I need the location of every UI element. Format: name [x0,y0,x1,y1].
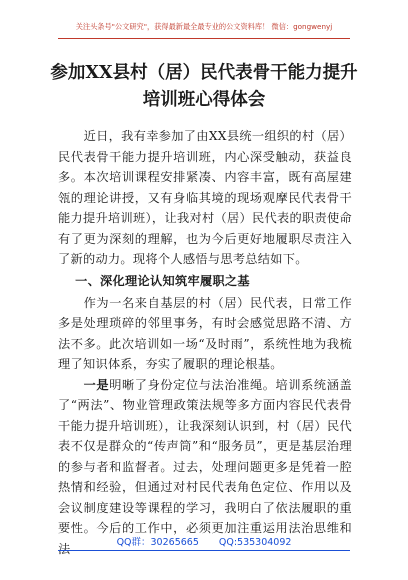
paragraph-3-text: 明晰了身份定位与法治准绳。培训系统涵盖了“两法”、物业管理政策法规等多方面内容民代表骨干能力提升培训班），让我深刻认识到，村（居）民代表不仅是群众的“传声筒”和“服务员”，更是基层治理的参与者和监督者。过去，处理问题更多是凭着一腔热情和经验，但通过对村民代表角色定位、作用以及会议制度建设等课程的学习，我明白了依法履职的重要性。今后的工作中，必须更加注重运用法治思维和法 [58,377,352,556]
paragraph-3-lead: 一是 [83,377,110,392]
header-divider [58,38,350,39]
intro-paragraph: 近日，我有幸参加了由XX县统一组织的村（居）民代表骨干能力提升培训班，内心深受触动，获益良多。本次培训课程安排紧凑、内容丰富，既有高屋建瓴的理论讲授，又有身临其境的现场观摩民代表骨干能力提升培训班），让我对村（居）民代表的职责使命有了更为深刻的理解，也为今后更好地履职尽责注入了新的动力。现将个人感悟与思考总结如下。 [58,129,352,266]
document-title [0,60,408,114]
page-header-promo: 关注头条号"公文研究"，获得最新最全最专业的公文资料库！ 微信：gongwenyj [75,22,333,31]
title-line-1: 参加XX县村（居）民代表骨干能力提升 [50,63,358,83]
paragraph-2: 作为一名来自基层的村（居）民代表，日常工作多是处理琐碎的邻里事务，有时会感觉思路不清、方法不多。此次培训如一场“及时雨”，系统性地为我梳理了知识体系，夯实了履职的理论根基。 [58,295,352,371]
footer-qq: QQ:535304092 [218,537,292,548]
document-body [58,126,352,559]
title-line-2: 培训班心得体会 [142,90,266,110]
footer-qq-group: QQ群：30265665 [116,537,199,548]
paragraph-3 [58,375,352,560]
page-footer [0,534,408,548]
footer-divider [58,550,350,551]
section-heading-1: 一、深化理论认知筑牢履职之基 [75,273,250,288]
